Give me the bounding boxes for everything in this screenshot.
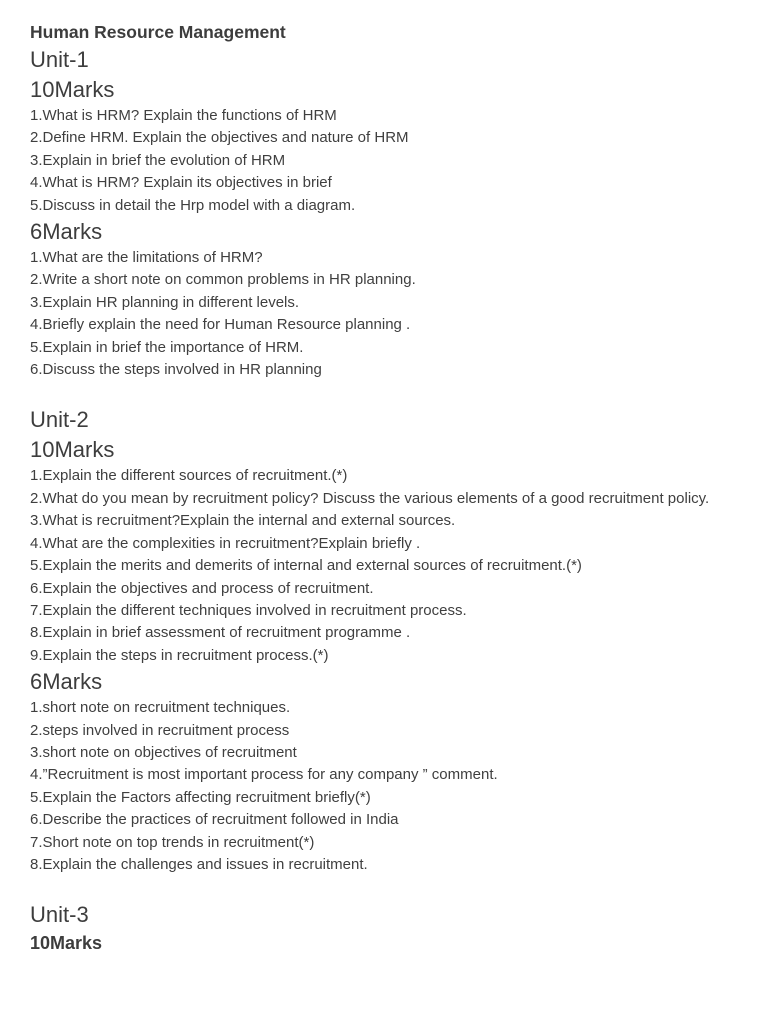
unit-1-10marks-question-list	[30, 105, 730, 217]
question-item: 5.Explain the merits and demerits of internal and external sources of recruitment.(*)	[30, 557, 582, 575]
unit-1-6marks-question-list	[30, 247, 730, 381]
question-item: 5.Discuss in detail the Hrp model with a diagram.	[30, 196, 356, 214]
question-item: 6.Discuss the steps involved in HR planning	[30, 361, 322, 379]
question-item: 1.What is HRM? Explain the functions of HRM	[30, 107, 337, 124]
question-item: 6.Explain the objectives and process of recruitment.	[30, 579, 374, 597]
question-item: 4.”Recruitment is most important process for any company ” comment.	[30, 766, 498, 784]
unit-1-heading: Unit-1	[30, 47, 89, 72]
question-item: 3.Explain in brief the evolution of HRM	[30, 151, 286, 169]
question-item: 3.short note on objectives of recruitment	[30, 743, 297, 761]
question-item: 2.Write a short note on common problems in HR planning.	[30, 271, 416, 289]
question-item: 3.Explain HR planning in different levels.	[30, 293, 300, 311]
question-item: 8.Explain in brief assessment of recruitment programme .	[30, 624, 411, 642]
unit-2-6marks-question-list	[30, 697, 730, 876]
unit-3-10marks-heading: 10Marks	[30, 933, 103, 954]
document-title: Human Resource Management	[30, 22, 286, 42]
question-item: 2.What do you mean by recruitment policy? Discuss the various elements of a good recruitment policy.	[30, 489, 710, 507]
question-item: 3.What is recruitment?Explain the internal and external sources.	[30, 512, 456, 530]
question-item: 8.Explain the challenges and issues in recruitment.	[30, 855, 368, 873]
question-item: 1.What are the limitations of HRM?	[30, 249, 263, 267]
section-spacer	[30, 381, 730, 405]
unit-1-6marks-heading: 6Marks	[30, 219, 103, 245]
question-item: 5.Explain in brief the importance of HRM.	[30, 338, 304, 356]
question-item: 9.Explain the steps in recruitment process.(*)	[30, 646, 329, 664]
question-item: 7.Explain the different techniques involved in recruitment process.	[30, 601, 467, 619]
section-spacer	[30, 876, 730, 900]
question-item: 4.What is HRM? Explain its objectives in brief	[30, 174, 332, 192]
unit-2-heading: Unit-2	[30, 407, 89, 433]
document-page	[30, 20, 730, 956]
unit-2-10marks-heading: 10Marks	[30, 437, 115, 463]
unit-2-10marks-question-list	[30, 465, 730, 667]
question-item: 1.Explain the different sources of recruitment.(*)	[30, 467, 348, 485]
unit-2-6marks-heading: 6Marks	[30, 669, 103, 695]
question-item: 5.Explain the Factors affecting recruitment briefly(*)	[30, 788, 371, 806]
question-item: 4.What are the complexities in recruitment?Explain briefly .	[30, 534, 421, 552]
question-item: 2.Define HRM. Explain the objectives and nature of HRM	[30, 129, 409, 147]
question-item: 7.Short note on top trends in recruitment(*)	[30, 833, 315, 851]
question-item: 4.Briefly explain the need for Human Resource planning .	[30, 316, 411, 334]
unit-3-heading: Unit-3	[30, 902, 89, 928]
question-item: 6.Describe the practices of recruitment followed in India	[30, 811, 399, 829]
question-item: 1.short note on recruitment techniques.	[30, 699, 291, 717]
question-item: 2.steps involved in recruitment process	[30, 721, 290, 739]
unit-1-10marks-heading: 10Marks	[30, 77, 115, 102]
